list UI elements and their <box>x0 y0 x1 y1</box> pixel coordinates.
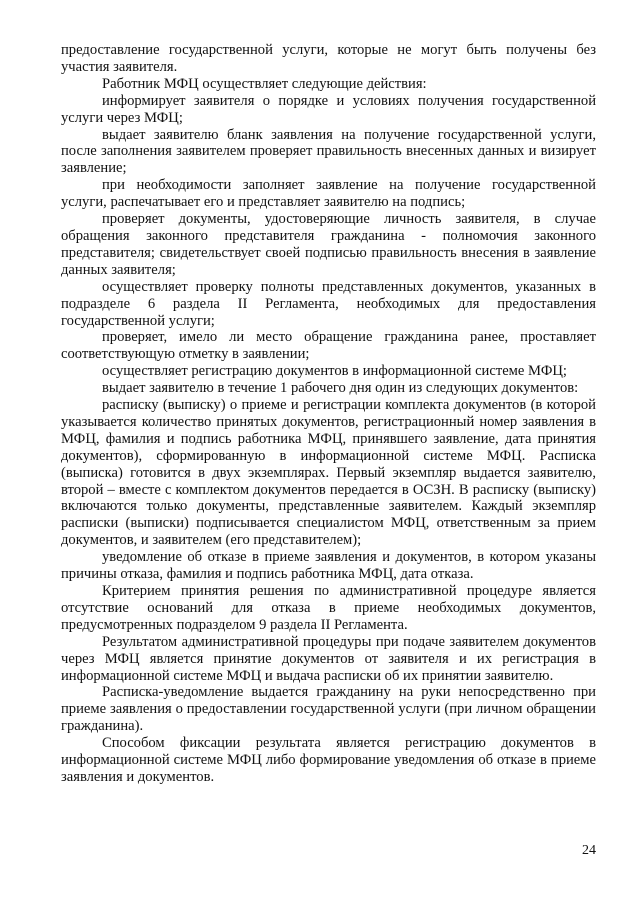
paragraph-informs: информирует заявителя о порядке и условиях получения государственной услуги через МФЦ; <box>61 92 596 126</box>
page-number: 24 <box>582 843 596 858</box>
paragraph-result: Результатом административной процедуры при подаче заявителем документов через МФЦ является принятие документов от заявителя и их регистрация в информационной системе МФЦ и выдача расписки об их принятии заявителю. <box>61 633 596 684</box>
paragraph-checks-identity: проверяет документы, удостоверяющие личность заявителя, в случае обращения законного представителя гражданина - полномочия законного представителя; свидетельствует своей подписью правильность внесения в заявление данных заявителя; <box>61 211 596 278</box>
paragraph-refusal-notice: уведомление об отказе в приеме заявления и документов, в котором указаны причины отказа, фамилия и подпись работника МФЦ, дата отказа. <box>61 549 596 583</box>
paragraph-fixation: Способом фиксации результата является регистрацию документов в информационной системе МФЦ либо формирование уведомления об отказе в приеме заявления и документов. <box>61 735 596 785</box>
paragraph-receipt-notice: Расписка-уведомление выдается гражданину на руки непосредственно при приеме заявления о предоставлении государственной услуги (при личном обращении гражданина). <box>61 684 596 735</box>
document-body <box>61 42 596 786</box>
paragraph-registers: осуществляет регистрацию документов в информационной системе МФЦ; <box>102 363 567 380</box>
paragraph-receipt: расписку (выписку) о приеме и регистрации комплекта документов (в которой указывается количество принятых документов, регистрационный номер заявления в МФЦ, фамилия и подпись работника МФЦ, принявшего заявление, дата принятия документов), сформированную в информационной системе МФЦ. Расписка (выписка) готовится в двух экземплярах. Первый экземпляр выдается заявителю, второй – вместе с комплектом документов передается в ОСЗН. В расписку (выписку) включаются только документы, представленные заявителем. Каждый экземпляр расписки (выписки) подписывается специалистом МФЦ, ответственным за прием документов, и заявителем (его представителем); <box>61 397 596 549</box>
paragraph-checks-completeness: осуществляет проверку полноты представленных документов, указанных в подразделе 6 раздела II Регламента, необходимых для предоставления государственной услуги; <box>61 278 596 329</box>
paragraph-issues-form: выдает заявителю бланк заявления на получение государственной услуги, после заполнения заявителем проверяет правильность внесенных данных и визирует заявление; <box>61 126 596 177</box>
paragraph-checks-previous: проверяет, имело ли место обращение гражданина ранее, проставляет соответствующую отметку в заявлении; <box>61 329 596 363</box>
paragraph-continuation: предоставление государственной услуги, которые не могут быть получены без участия заявителя. <box>61 42 596 75</box>
paragraph-criterion: Критерием принятия решения по административной процедуре является отсутствие оснований для отказа в приеме необходимых документов, предусмотренных подразделом 9 раздела II Регламента. <box>61 583 596 633</box>
paragraph-issues-documents: выдает заявителю в течение 1 рабочего дня один из следующих документов: <box>102 380 579 397</box>
paragraph-actions-intro: Работник МФЦ осуществляет следующие действия: <box>102 75 427 92</box>
paragraph-fills-form: при необходимости заполняет заявление на получение государственной услуги, распечатывает его и представляет заявителю на подпись; <box>61 177 596 211</box>
